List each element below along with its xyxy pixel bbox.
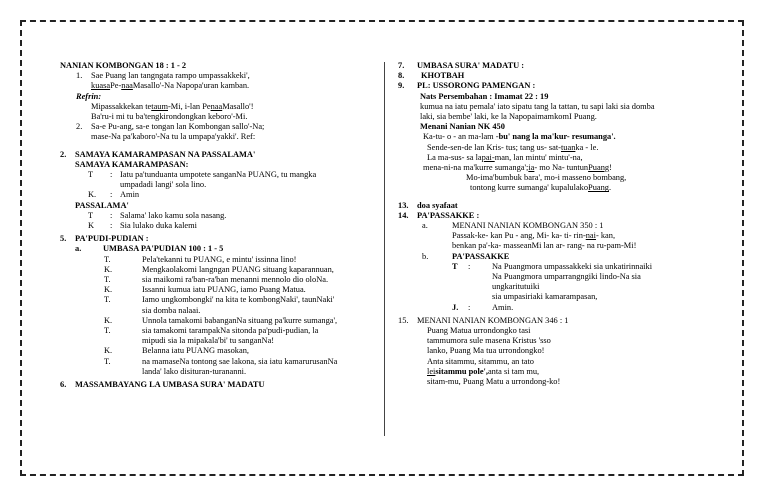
song-text: ka - le. [575, 142, 599, 152]
item-number: a. [75, 244, 82, 254]
section-heading [398, 71, 716, 81]
response-line: K. : Amin [88, 190, 140, 200]
reading-line [60, 265, 378, 275]
speaker-label: T [88, 210, 94, 220]
section-heading [60, 150, 378, 160]
speaker-label [104, 367, 142, 377]
verse-text: kumua na iatu pemala' iato sipatu tang la tattan, tu sapi laki sia domba [420, 101, 655, 111]
section-title: SAMAYA KAMARAMPASAN NA PASSALAMA' [75, 149, 256, 159]
response-line: Na Puangmora umparrangngiki lindo-Na sia [492, 272, 641, 282]
reading-line [60, 357, 378, 367]
subsection-title: SAMAYA KAMARAMPASAN: [75, 159, 189, 169]
speaker-label: T [88, 170, 94, 180]
reading-text: sia tamakomi tarampakNa sitonda pa'pudi-pudian, la [142, 326, 319, 336]
song-text: ! [609, 163, 612, 173]
song-text: bu' nang la ma'kur- re [498, 132, 580, 142]
subsection-heading [398, 252, 716, 262]
reading-text: Mengkaolakomi langngan PUANG situang kaparannuan, [142, 264, 334, 274]
subsection-heading [398, 221, 716, 231]
song-text: pai- [481, 152, 495, 162]
speaker-label: T. [104, 295, 111, 305]
reading-text: Belanna iatu PUANG masokan, [142, 346, 249, 356]
response-text: Amin [120, 190, 140, 200]
song-line [398, 231, 716, 241]
song-text: ia [528, 163, 535, 173]
column-divider [384, 62, 385, 436]
item-number: 5. [60, 234, 67, 244]
response-text: Iatu pa'tunduanta umpotete sanganNa PUANG, tu mangka [120, 170, 317, 180]
section-heading [398, 81, 716, 91]
speaker-label: T. [104, 356, 111, 366]
item-number: 13. [398, 200, 409, 210]
item-number: a. [422, 221, 428, 231]
song-line: lanko, Puang Ma tua urrondongko! [427, 346, 545, 356]
song-text: lei [427, 366, 436, 376]
section-title: NANIAN KOMBONGAN 18 : 1 - 2 [60, 61, 187, 70]
offering-verse-ref: Nats Persembahan : Imamat 22 : 19 [420, 91, 549, 101]
refrain-line [60, 102, 378, 112]
reading-text: sia domba nalaai. [142, 305, 201, 315]
song-line [398, 153, 716, 163]
reading-line [60, 326, 378, 336]
section-heading [398, 316, 716, 326]
reading-line [60, 306, 378, 316]
reading-text: Unnola tamakomi babanganNa situang pa'kurre sumanga', [142, 315, 338, 325]
item-number: 2. [76, 122, 83, 132]
reading-text: landa' lako disituran-turananni. [142, 366, 247, 376]
left-column [60, 61, 378, 390]
refrain-text: Mipassakkekan te [91, 101, 152, 111]
song-line: Anta sitammu, sitammu, an tato [427, 356, 534, 366]
reading-line [60, 316, 378, 326]
item-number: 15. [398, 315, 409, 325]
refrain-line: Ba'ru-i mi tu ba'tengkirondongkan keboro'-Mi. [91, 112, 248, 122]
song-text: sumanga'. [579, 132, 616, 142]
song-text: - mo Na- tuntun [534, 163, 589, 173]
song-text: tontong kurre sumanga' kupalulako [470, 183, 589, 193]
reading-text: sia maikomi ra'ban-ra'ban menanni mennolo dio oloNa. [142, 275, 329, 285]
song-text: mena-ni-na ma'kurre sumanga'; [423, 163, 529, 173]
song-line [398, 132, 716, 142]
song-text: La ma-sus- sa la [427, 152, 482, 162]
refrain-text: naa [210, 101, 223, 111]
song-text: - kan, [595, 231, 616, 241]
refrain-label: Refrin: [76, 91, 102, 101]
item-number: 8. [398, 71, 405, 81]
song-line [398, 183, 716, 193]
song-text: Ka-tu- o - an ma-lam - [423, 132, 499, 142]
section-title: MASSAMBAYANG LA UMBASA SURA' MADATU [75, 380, 265, 390]
subsection-title: MENANI NANIAN KOMBONGAN 350 : 1 [452, 221, 604, 231]
item-number: 2. [60, 149, 67, 159]
response-line: umpadadi langi' sola lino. [120, 180, 207, 190]
response-text: Sia lulako duka kalemi [120, 221, 197, 231]
speaker-label: K. [104, 315, 113, 325]
song-line: benkan pa'-ka- masseanMi lan ar- rang- na ru-pam-Mi! [452, 241, 637, 251]
song-text: anta si tam mu, [487, 366, 540, 376]
reading-text: Issanni kumua iatu PUANG, iamo Puang Matua. [142, 285, 306, 295]
section-title: PA'PASSAKKE : [417, 210, 480, 220]
song-line [398, 143, 716, 153]
response-line: T : Iatu pa'tunduanta umpotete sanganNa PUANG, tu mangka [88, 170, 317, 180]
song-text: . [608, 183, 612, 193]
section-title: UMBASA SURA' MADATU : [417, 61, 525, 70]
reading-line [60, 255, 378, 265]
section-heading [398, 201, 716, 211]
speaker-label: J. [452, 302, 459, 312]
song-text: man, lan mintu' mintu'-na, [494, 152, 583, 162]
song-line [398, 367, 716, 377]
response-line: ungkaritutuiki [492, 282, 540, 292]
song-text: Puang [588, 163, 610, 173]
song-text: sitammu pole', [435, 366, 488, 376]
verse-text: Sa-e Pu-ang, sa-e tongan lan Kombongan sallo'-Na; [91, 122, 265, 132]
song-title: Menani Nanian NK 450 [420, 122, 505, 132]
reading-text: Iamo ungkombongki' na kita te kombongNaki', taunNaki' [142, 295, 335, 305]
verse-text: Pe- [110, 81, 122, 91]
reading-text: mipudi sia la mipakala'bi' tu sanganNa! [142, 336, 275, 346]
song-line: Mo-ima'bumbuk bara', mo-i masseno bombang, [466, 173, 627, 183]
verse-text: Masallo'-Na Napopa'uran kamban. [132, 81, 250, 91]
verse-text: Sae Puang lan tangngata rampo umpassakkeki', [91, 71, 250, 81]
item-number: 6. [60, 380, 67, 390]
song-line: tammumora sule masena Kristus 'sso [427, 336, 551, 346]
verse-line [60, 122, 378, 132]
refrain-text: taum [151, 101, 168, 111]
verse-text: laki, sia bembe' laki, ke la NapopaimamkomI Puang. [420, 112, 597, 122]
reading-text: na mamaseNa tontong sae lakona, sia iatu kamarurusanNa [142, 356, 338, 366]
speaker-label: T. [104, 275, 111, 285]
speaker-label: K. [104, 346, 113, 356]
subsection-title: UMBASA PA'PUDIAN 100 : 1 - 5 [103, 244, 224, 254]
verse-text: naa [121, 81, 133, 91]
responsive-reading [60, 255, 378, 377]
song-text: tuan [560, 142, 576, 152]
speaker-label [104, 336, 142, 346]
song-line [398, 163, 716, 173]
speaker-label: T [452, 261, 458, 271]
speaker-label: K [88, 221, 95, 231]
section-title: KHOTBAH [421, 71, 465, 81]
reading-line [60, 285, 378, 295]
speaker-label: K. [104, 285, 113, 295]
right-column [398, 61, 716, 387]
song-text: Passak-ke- kan Pu - ang, Mi- ka- ti- rin- [452, 231, 586, 241]
section-title: PL: USSORONG PAMENGAN : [417, 81, 536, 91]
reading-line [60, 295, 378, 305]
song-text: Puang [588, 183, 609, 193]
response-line: K : Sia lulako duka kalemi [88, 221, 197, 231]
refrain-text: -Mi, i-lan Pe [168, 101, 211, 111]
song-text: Sende-sen-de lan Kris- tus; tang us- sat- [427, 142, 561, 152]
section-heading [60, 380, 378, 390]
verse-line [60, 71, 378, 81]
speaker-label: T. [104, 254, 111, 264]
subsection-heading [60, 244, 378, 254]
speaker-label: T. [104, 326, 111, 336]
response-text: Na Puangmora umpassakkeki sia unkatirinnaiki [492, 261, 653, 271]
reading-line [60, 275, 378, 285]
response-line: sia umpasiriaki kamarampasan, [492, 292, 598, 302]
item-number: 1. [76, 71, 83, 81]
reading-line [60, 346, 378, 356]
section-heading [398, 211, 716, 221]
response-line: J. : Amin. [452, 302, 514, 312]
refrain-text: Masallo'! [222, 101, 254, 111]
song-line: sitam-mu, Puang Matu a urrondong-ko! [427, 377, 561, 387]
reading-text: Pela'tekanni tu PUANG, e mintu' issinna lino! [142, 254, 297, 264]
speaker-label: K. [88, 190, 97, 200]
response-line: T : Na Puangmora umpassakkeki sia unkatirinnaiki [452, 261, 653, 271]
item-number: 9. [398, 81, 405, 91]
section-heading [398, 61, 716, 71]
response-text: Amin. [492, 302, 514, 312]
reading-line [60, 367, 378, 377]
verse-line: mase-Na pa'kaboro'-Na tu la umpapa'yakki'. Ref: [91, 132, 256, 142]
subsection-title: PASSALAMA' [75, 200, 129, 210]
speaker-label [104, 306, 142, 316]
subsection-title: PA'PASSAKKE [452, 251, 510, 261]
response-line: T : Salama' lako kamu sola nasang. [88, 210, 227, 220]
item-number: 7. [398, 61, 405, 70]
response-text: Salama' lako kamu sola nasang. [120, 210, 227, 220]
verse-text: kuasa [91, 81, 111, 91]
section-heading [60, 234, 378, 244]
section-title: PA'PUDI-PUDIAN : [75, 234, 149, 244]
section-title: doa syafaat [417, 200, 458, 210]
speaker-label: K. [104, 264, 113, 274]
item-number: 14. [398, 210, 409, 220]
section-title: MENANI NANIAN KOMBONGAN 346 : 1 [417, 315, 569, 325]
item-number: b. [422, 251, 429, 261]
song-text: nai [585, 231, 596, 241]
reading-line [60, 336, 378, 346]
verse-line [60, 81, 378, 91]
song-line: Puang Matua urrondongko tasi [427, 326, 531, 336]
